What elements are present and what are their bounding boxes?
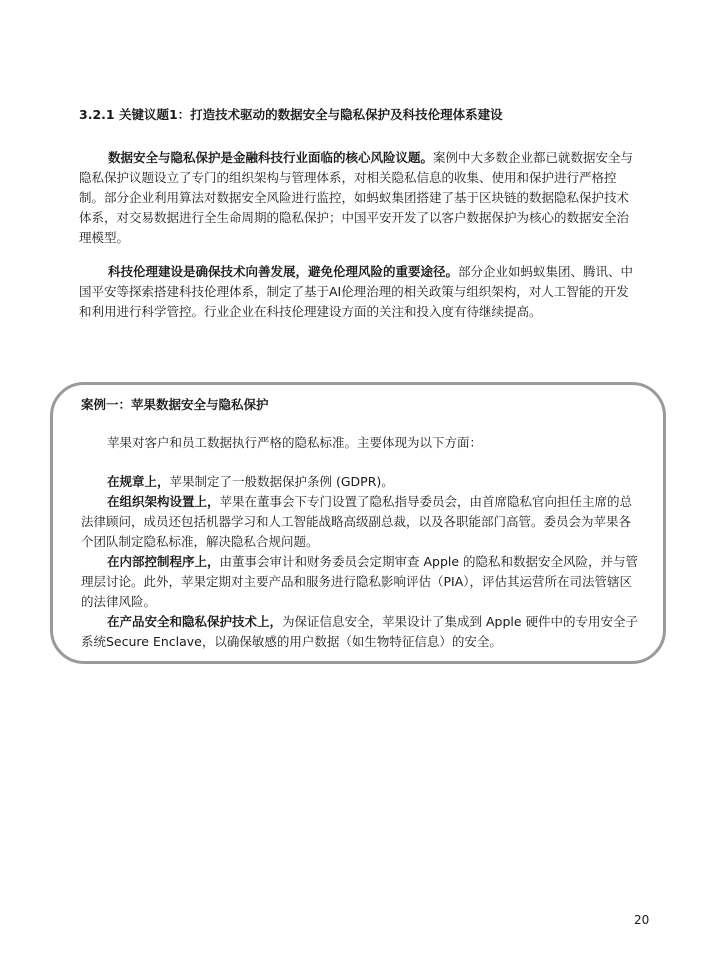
case-item-regulation [81, 472, 643, 492]
paragraph-body: 部分企业如蚂蚁集团、腾讯、中国平安等探索搭建科技伦理体系，制定了基于AI伦理治理的相关政策与组织架构，对人工智能的开发和利用进行科学管控。行业企业在科技伦理建设方面的关注和投入度有待继续提高。 [79, 264, 634, 319]
case-item-body: 苹果在董事会下专门设置了隐私指导委员会，由首席隐私官向担任主席的总法律顾问，成员还包括机器学习和人工智能战略高级副总裁，以及各职能部门高管。委员会为苹果各个团队制定隐私标准，解决隐私合规问题。 [81, 494, 633, 549]
case-item-lead: 在规章上， [107, 474, 170, 489]
case-item-product-security [81, 612, 643, 652]
paragraph-tech-ethics [79, 262, 639, 322]
paragraph-lead: 数据安全与隐私保护是金融科技行业面临的核心风险议题。 [108, 150, 434, 165]
case-title: 案例一：苹果数据安全与隐私保护 [81, 397, 269, 412]
paragraph-body: 案例中大多数企业都已就数据安全与隐私保护议题设立了专门的组织架构与管理体系，对相关隐私信息的收集、使用和保护进行严格控制。部分企业利用算法对数据安全风险进行监控，如蚂蚁集团搭建了基于区块链的数据隐私保护技术体系，对交易数据进行全生命周期的隐私保护；中国平安开发了以客户数据保护为核心的数据安全治理模型。 [79, 150, 634, 245]
case-item-internal-control [81, 552, 643, 612]
case-item-list [81, 472, 643, 652]
case-study-box [50, 382, 666, 664]
case-item-body: 为保证信息安全，苹果设计了集成到 Apple 硬件中的专用安全子系统Secure Enclave，以确保敏感的用户数据（如生物特征信息）的安全。 [81, 614, 639, 649]
case-item-lead: 在产品安全和隐私保护技术上， [107, 614, 283, 629]
page-number: 20 [634, 913, 650, 927]
paragraph-data-security [79, 148, 639, 248]
case-item-lead: 在内部控制程序上， [107, 554, 220, 569]
paragraph-lead: 科技伦理建设是确保技术向善发展，避免伦理风险的重要途径。 [108, 264, 459, 279]
section-heading: 3.2.1 关键议题1：打造技术驱动的数据安全与隐私保护及科技伦理体系建设 [79, 107, 503, 122]
case-item-body: 由董事会审计和财务委员会定期审查 Apple 的隐私和数据安全风险，并与管理层讨论。此外，苹果定期对主要产品和服务进行隐私影响评估（PIA），评估其运营所在司法管辖区的法律风险。 [81, 554, 639, 609]
case-item-organization [81, 492, 643, 552]
case-item-body: 苹果制定了一般数据保护条例 (GDPR)。 [169, 474, 394, 489]
case-item-lead: 在组织架构设置上， [107, 494, 220, 509]
case-intro: 苹果对客户和员工数据执行严格的隐私标准。主要体现为以下方面： [107, 435, 483, 450]
